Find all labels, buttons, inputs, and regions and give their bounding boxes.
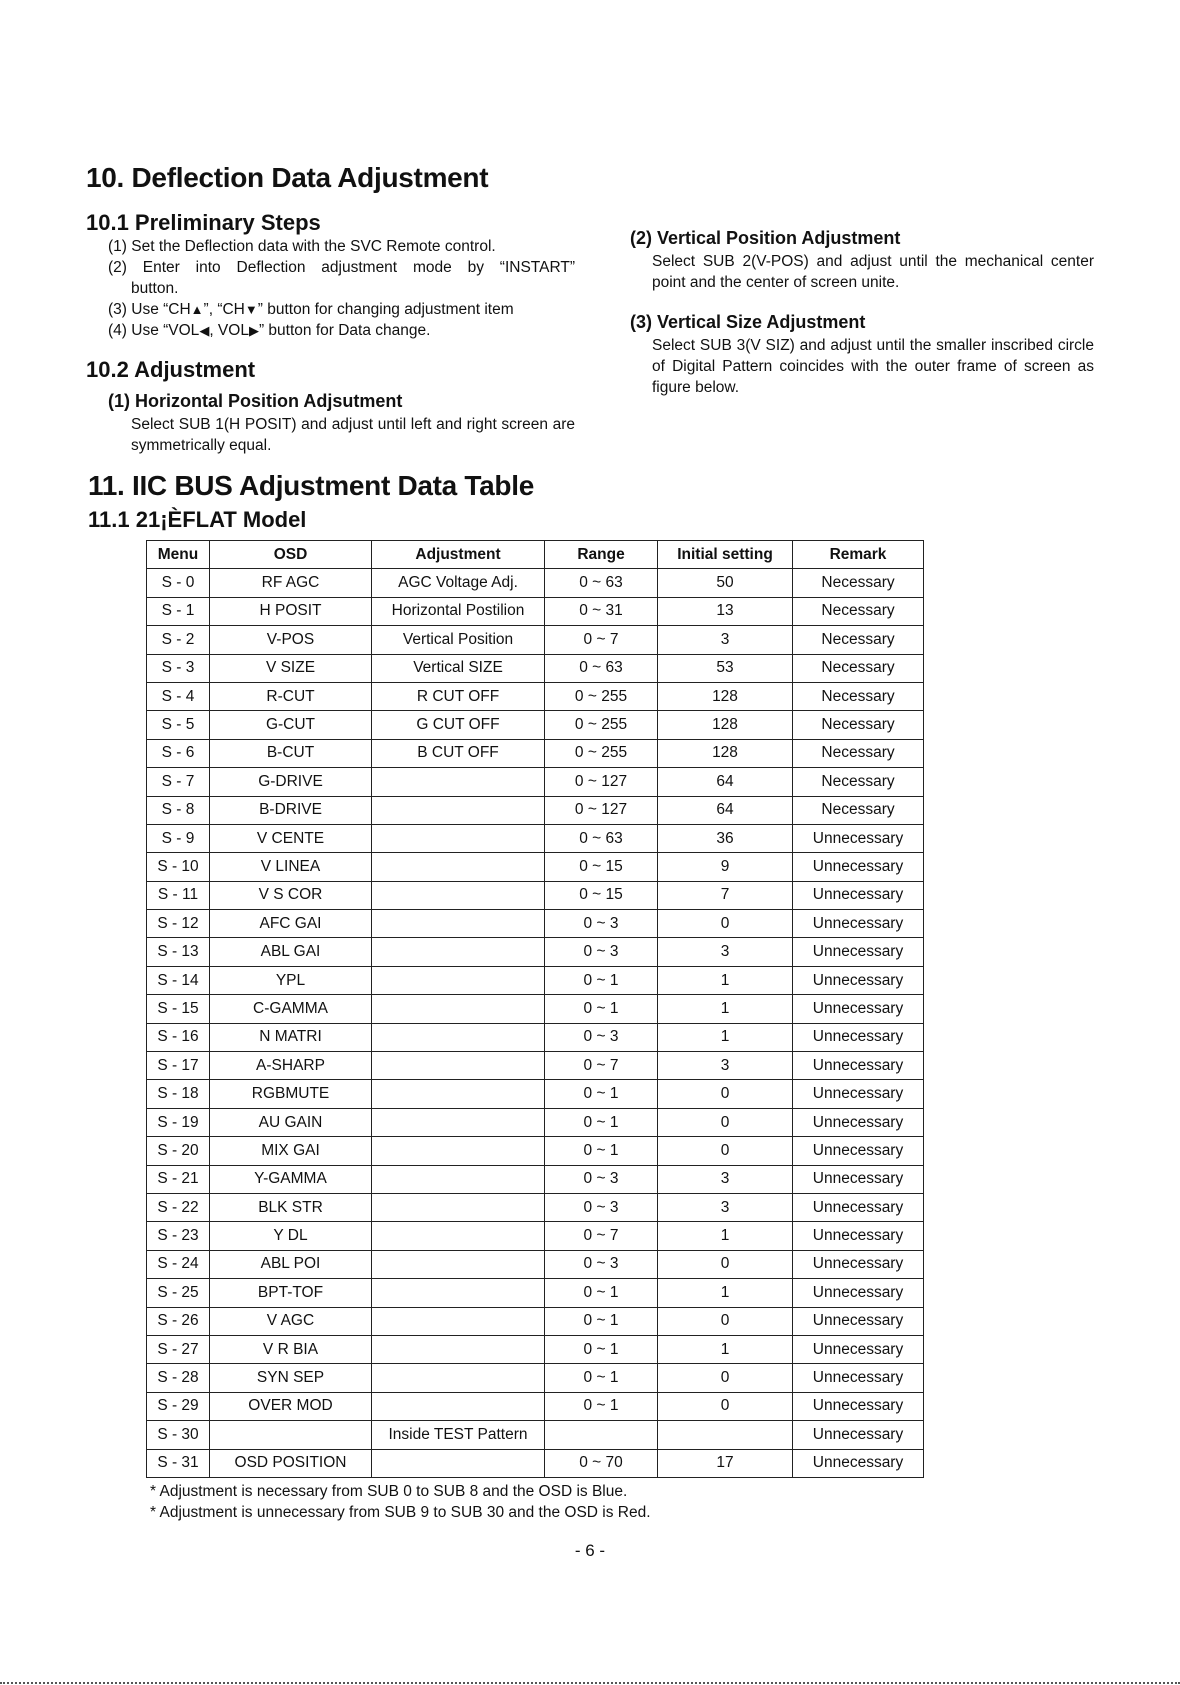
step-2: (2) Enter into Deflection adjustment mode by “INSTART” — [108, 259, 575, 276]
cell-osd — [210, 1421, 372, 1449]
step-2-continued: button. — [131, 280, 179, 297]
cell-range: 0 ~ 63 — [545, 824, 658, 852]
cell-osd: SYN SEP — [210, 1364, 372, 1392]
cell-menu: S - 27 — [147, 1335, 210, 1363]
cell-menu: S - 10 — [147, 853, 210, 881]
cell-initial-setting: 64 — [658, 796, 793, 824]
table-row — [147, 597, 924, 625]
cell-osd: RF AGC — [210, 569, 372, 597]
triangle-right-icon: ▶ — [248, 323, 259, 338]
cell-adjustment — [372, 1193, 545, 1221]
cell-osd: V CENTE — [210, 824, 372, 852]
cell-menu: S - 6 — [147, 739, 210, 767]
table-row — [147, 1421, 924, 1449]
cell-range — [545, 1421, 658, 1449]
cell-initial-setting: 1 — [658, 995, 793, 1023]
step-1: (1) Set the Deflection data with the SVC Remote control. — [108, 238, 496, 255]
cell-menu: S - 16 — [147, 1023, 210, 1051]
cell-osd: OSD POSITION — [210, 1449, 372, 1477]
cell-range: 0 ~ 1 — [545, 1108, 658, 1136]
cell-menu: S - 19 — [147, 1108, 210, 1136]
table-row — [147, 1250, 924, 1278]
cell-remark: Unnecessary — [793, 1023, 924, 1051]
cell-initial-setting — [658, 1421, 793, 1449]
cell-range: 0 ~ 1 — [545, 1335, 658, 1363]
table-row — [147, 1165, 924, 1193]
cell-remark: Unnecessary — [793, 1279, 924, 1307]
cell-range: 0 ~ 3 — [545, 910, 658, 938]
cell-adjustment — [372, 1052, 545, 1080]
cell-remark: Necessary — [793, 768, 924, 796]
cell-adjustment — [372, 881, 545, 909]
cell-adjustment: Vertical SIZE — [372, 654, 545, 682]
horizontal-position-text: Select SUB 1(H POSIT) and adjust until left and right screen are symmetrically equal. — [131, 416, 575, 454]
page-number: - 6 - — [574, 1541, 606, 1560]
cell-adjustment — [372, 824, 545, 852]
cell-range: 0 ~ 3 — [545, 1250, 658, 1278]
cell-remark: Necessary — [793, 796, 924, 824]
table-row — [147, 569, 924, 597]
cell-initial-setting: 3 — [658, 1193, 793, 1221]
cell-range: 0 ~ 3 — [545, 1193, 658, 1221]
cell-initial-setting: 0 — [658, 1307, 793, 1335]
cell-remark: Unnecessary — [793, 1335, 924, 1363]
cell-adjustment — [372, 1250, 545, 1278]
cell-remark: Unnecessary — [793, 853, 924, 881]
cell-osd: AU GAIN — [210, 1108, 372, 1136]
table-row — [147, 711, 924, 739]
cell-remark: Unnecessary — [793, 1392, 924, 1420]
note-unnecessary: * Adjustment is unnecessary from SUB 9 to SUB 30 and the OSD is Red. — [150, 1504, 651, 1521]
cell-remark: Unnecessary — [793, 966, 924, 994]
cell-remark: Necessary — [793, 626, 924, 654]
step-3-part-a: (3) Use “CH — [108, 301, 191, 318]
cell-osd: Y DL — [210, 1222, 372, 1250]
cell-menu: S - 31 — [147, 1449, 210, 1477]
cell-adjustment: Horizontal Postilion — [372, 597, 545, 625]
cell-menu: S - 13 — [147, 938, 210, 966]
cell-menu: S - 4 — [147, 682, 210, 710]
cell-adjustment — [372, 910, 545, 938]
cell-remark: Unnecessary — [793, 938, 924, 966]
table-row — [147, 966, 924, 994]
cell-osd: N MATRI — [210, 1023, 372, 1051]
table-row — [147, 768, 924, 796]
cell-range: 0 ~ 7 — [545, 626, 658, 654]
note-necessary: * Adjustment is necessary from SUB 0 to SUB 8 and the OSD is Blue. — [150, 1483, 628, 1500]
cell-osd: B-CUT — [210, 739, 372, 767]
cell-osd: V S COR — [210, 881, 372, 909]
header-menu: Menu — [147, 541, 210, 569]
cell-range: 0 ~ 255 — [545, 682, 658, 710]
table-row — [147, 910, 924, 938]
header-adjustment: Adjustment — [372, 541, 545, 569]
cell-adjustment — [372, 1449, 545, 1477]
cell-remark: Unnecessary — [793, 1449, 924, 1477]
cell-menu: S - 5 — [147, 711, 210, 739]
table-row — [147, 1335, 924, 1363]
cell-menu: S - 18 — [147, 1080, 210, 1108]
cell-osd: R-CUT — [210, 682, 372, 710]
cell-menu: S - 7 — [147, 768, 210, 796]
cell-initial-setting: 0 — [658, 1080, 793, 1108]
section-10-1-title: 10.1 Preliminary Steps — [86, 210, 321, 235]
cell-initial-setting: 0 — [658, 1108, 793, 1136]
cell-remark: Unnecessary — [793, 824, 924, 852]
cell-range: 0 ~ 70 — [545, 1449, 658, 1477]
cell-adjustment — [372, 1364, 545, 1392]
cell-remark: Unnecessary — [793, 1080, 924, 1108]
cell-osd: V SIZE — [210, 654, 372, 682]
cell-initial-setting: 1 — [658, 1023, 793, 1051]
cell-adjustment — [372, 1392, 545, 1420]
cell-range: 0 ~ 1 — [545, 1307, 658, 1335]
cell-adjustment — [372, 853, 545, 881]
cell-osd: OVER MOD — [210, 1392, 372, 1420]
cell-adjustment: AGC Voltage Adj. — [372, 569, 545, 597]
cell-remark: Necessary — [793, 682, 924, 710]
cell-range: 0 ~ 1 — [545, 1080, 658, 1108]
bottom-dotted-rule — [0, 1682, 1180, 1684]
cell-range: 0 ~ 3 — [545, 1165, 658, 1193]
header-initial-setting: Initial setting — [658, 541, 793, 569]
cell-range: 0 ~ 7 — [545, 1222, 658, 1250]
cell-menu: S - 23 — [147, 1222, 210, 1250]
cell-remark: Unnecessary — [793, 881, 924, 909]
cell-menu: S - 28 — [147, 1364, 210, 1392]
table-row — [147, 824, 924, 852]
cell-remark: Unnecessary — [793, 1137, 924, 1165]
cell-range: 0 ~ 1 — [545, 1364, 658, 1392]
cell-range: 0 ~ 15 — [545, 881, 658, 909]
cell-menu: S - 30 — [147, 1421, 210, 1449]
cell-range: 0 ~ 127 — [545, 768, 658, 796]
cell-osd: ABL POI — [210, 1250, 372, 1278]
cell-osd: V R BIA — [210, 1335, 372, 1363]
vertical-size-title: (3) Vertical Size Adjustment — [630, 312, 866, 332]
cell-menu: S - 14 — [147, 966, 210, 994]
cell-range: 0 ~ 1 — [545, 995, 658, 1023]
step-3-part-b: ”, “CH — [203, 301, 245, 318]
triangle-left-icon: ◀ — [199, 323, 210, 338]
table-row — [147, 881, 924, 909]
cell-initial-setting: 1 — [658, 1279, 793, 1307]
vertical-position-title: (2) Vertical Position Adjustment — [630, 228, 901, 248]
cell-initial-setting: 128 — [658, 711, 793, 739]
cell-menu: S - 15 — [147, 995, 210, 1023]
cell-remark: Unnecessary — [793, 1222, 924, 1250]
triangle-down-icon: ▼ — [244, 302, 258, 317]
cell-adjustment: Inside TEST Pattern — [372, 1421, 545, 1449]
cell-initial-setting: 9 — [658, 853, 793, 881]
cell-osd: H POSIT — [210, 597, 372, 625]
cell-osd: G-DRIVE — [210, 768, 372, 796]
section-10-title: 10. Deflection Data Adjustment — [86, 162, 489, 193]
cell-range: 0 ~ 63 — [545, 654, 658, 682]
cell-initial-setting: 13 — [658, 597, 793, 625]
cell-adjustment: R CUT OFF — [372, 682, 545, 710]
cell-osd: AFC GAI — [210, 910, 372, 938]
triangle-up-icon: ▲ — [190, 302, 204, 317]
cell-range: 0 ~ 255 — [545, 739, 658, 767]
table-row — [147, 995, 924, 1023]
cell-adjustment — [372, 938, 545, 966]
table-row — [147, 1137, 924, 1165]
cell-adjustment — [372, 1307, 545, 1335]
cell-remark: Necessary — [793, 597, 924, 625]
cell-menu: S - 20 — [147, 1137, 210, 1165]
cell-initial-setting: 0 — [658, 1364, 793, 1392]
cell-range: 0 ~ 1 — [545, 1137, 658, 1165]
cell-osd: C-GAMMA — [210, 995, 372, 1023]
cell-osd: BPT-TOF — [210, 1279, 372, 1307]
cell-range: 0 ~ 127 — [545, 796, 658, 824]
cell-menu: S - 11 — [147, 881, 210, 909]
cell-remark: Necessary — [793, 739, 924, 767]
step-4-part-b: , VOL — [209, 322, 249, 339]
cell-remark: Necessary — [793, 711, 924, 739]
header-osd: OSD — [210, 541, 372, 569]
table-row — [147, 938, 924, 966]
cell-initial-setting: 3 — [658, 626, 793, 654]
cell-remark: Unnecessary — [793, 1052, 924, 1080]
section-10-2-title: 10.2 Adjustment — [86, 357, 256, 382]
table-row — [147, 1193, 924, 1221]
cell-menu: S - 26 — [147, 1307, 210, 1335]
cell-initial-setting: 3 — [658, 1165, 793, 1193]
table-header-row — [147, 541, 924, 569]
table-row — [147, 1279, 924, 1307]
cell-remark: Unnecessary — [793, 1193, 924, 1221]
cell-osd: V-POS — [210, 626, 372, 654]
step-3-part-c: ” button for changing adjustment item — [257, 301, 514, 318]
cell-remark: Unnecessary — [793, 995, 924, 1023]
cell-menu: S - 12 — [147, 910, 210, 938]
cell-menu: S - 22 — [147, 1193, 210, 1221]
step-4-part-a: (4) Use “VOL — [108, 322, 200, 339]
table-row — [147, 1052, 924, 1080]
cell-range: 0 ~ 63 — [545, 569, 658, 597]
table-row — [147, 739, 924, 767]
table-body — [147, 569, 924, 1478]
table-row — [147, 1392, 924, 1420]
cell-range: 0 ~ 1 — [545, 966, 658, 994]
cell-initial-setting: 128 — [658, 739, 793, 767]
cell-adjustment — [372, 1222, 545, 1250]
table-row — [147, 796, 924, 824]
horizontal-position-title: (1) Horizontal Position Adjsutment — [108, 391, 403, 411]
cell-menu: S - 3 — [147, 654, 210, 682]
cell-range: 0 ~ 1 — [545, 1392, 658, 1420]
cell-initial-setting: 0 — [658, 1250, 793, 1278]
cell-range: 0 ~ 255 — [545, 711, 658, 739]
cell-remark: Unnecessary — [793, 1165, 924, 1193]
cell-range: 0 ~ 31 — [545, 597, 658, 625]
table-row — [147, 1222, 924, 1250]
cell-initial-setting: 53 — [658, 654, 793, 682]
cell-initial-setting: 128 — [658, 682, 793, 710]
cell-adjustment: B CUT OFF — [372, 739, 545, 767]
cell-menu: S - 1 — [147, 597, 210, 625]
cell-menu: S - 2 — [147, 626, 210, 654]
cell-remark: Necessary — [793, 569, 924, 597]
table-row — [147, 1108, 924, 1136]
table-row — [147, 682, 924, 710]
cell-adjustment — [372, 1137, 545, 1165]
cell-menu: S - 9 — [147, 824, 210, 852]
cell-adjustment — [372, 966, 545, 994]
cell-remark: Unnecessary — [793, 1250, 924, 1278]
cell-adjustment — [372, 768, 545, 796]
cell-menu: S - 21 — [147, 1165, 210, 1193]
cell-osd: V LINEA — [210, 853, 372, 881]
cell-adjustment: G CUT OFF — [372, 711, 545, 739]
cell-osd: G-CUT — [210, 711, 372, 739]
cell-menu: S - 29 — [147, 1392, 210, 1420]
table-row — [147, 1080, 924, 1108]
cell-remark: Unnecessary — [793, 1108, 924, 1136]
cell-osd: MIX GAI — [210, 1137, 372, 1165]
cell-range: 0 ~ 3 — [545, 1023, 658, 1051]
cell-initial-setting: 1 — [658, 1222, 793, 1250]
iic-bus-adjustment-table — [146, 540, 924, 1478]
cell-initial-setting: 1 — [658, 966, 793, 994]
cell-range: 0 ~ 1 — [545, 1279, 658, 1307]
cell-osd: RGBMUTE — [210, 1080, 372, 1108]
cell-initial-setting: 0 — [658, 1137, 793, 1165]
cell-range: 0 ~ 15 — [545, 853, 658, 881]
cell-initial-setting: 50 — [658, 569, 793, 597]
cell-menu: S - 8 — [147, 796, 210, 824]
section-11-title: 11. IIC BUS Adjustment Data Table — [88, 470, 534, 501]
cell-adjustment: Vertical Position — [372, 626, 545, 654]
cell-adjustment — [372, 995, 545, 1023]
vertical-size-text: Select SUB 3(V SIZ) and adjust until the smaller inscribed circle of Digital Pattern coincides with the outer frame of screen as figure below. — [652, 337, 1094, 396]
cell-initial-setting: 7 — [658, 881, 793, 909]
cell-initial-setting: 1 — [658, 1335, 793, 1363]
cell-osd: Y-GAMMA — [210, 1165, 372, 1193]
cell-initial-setting: 36 — [658, 824, 793, 852]
header-remark: Remark — [793, 541, 924, 569]
cell-adjustment — [372, 1023, 545, 1051]
cell-menu: S - 17 — [147, 1052, 210, 1080]
step-4-part-c: ” button for Data change. — [258, 322, 431, 339]
cell-adjustment — [372, 1108, 545, 1136]
cell-menu: S - 0 — [147, 569, 210, 597]
cell-adjustment — [372, 796, 545, 824]
cell-remark: Unnecessary — [793, 910, 924, 938]
cell-menu: S - 24 — [147, 1250, 210, 1278]
vertical-position-text: Select SUB 2(V-POS) and adjust until the mechanical center point and the center of screen unite. — [652, 253, 1094, 291]
step-3 — [108, 299, 514, 320]
cell-remark: Necessary — [793, 654, 924, 682]
table-row — [147, 1364, 924, 1392]
cell-initial-setting: 64 — [658, 768, 793, 796]
cell-initial-setting: 0 — [658, 910, 793, 938]
cell-adjustment — [372, 1165, 545, 1193]
cell-osd: ABL GAI — [210, 938, 372, 966]
cell-menu: S - 25 — [147, 1279, 210, 1307]
cell-initial-setting: 3 — [658, 1052, 793, 1080]
cell-range: 0 ~ 3 — [545, 938, 658, 966]
section-11-1-title: 11.1 21¡ÈFLAT Model — [88, 507, 307, 532]
table-row — [147, 1023, 924, 1051]
cell-osd: YPL — [210, 966, 372, 994]
header-range: Range — [545, 541, 658, 569]
cell-initial-setting: 0 — [658, 1392, 793, 1420]
step-4 — [108, 320, 430, 341]
table-row — [147, 1449, 924, 1477]
cell-remark: Unnecessary — [793, 1364, 924, 1392]
cell-adjustment — [372, 1335, 545, 1363]
table-row — [147, 853, 924, 881]
cell-osd: BLK STR — [210, 1193, 372, 1221]
cell-initial-setting: 17 — [658, 1449, 793, 1477]
cell-remark: Unnecessary — [793, 1421, 924, 1449]
table-row — [147, 654, 924, 682]
cell-osd: A-SHARP — [210, 1052, 372, 1080]
cell-range: 0 ~ 7 — [545, 1052, 658, 1080]
cell-osd: V AGC — [210, 1307, 372, 1335]
cell-osd: B-DRIVE — [210, 796, 372, 824]
table-row — [147, 626, 924, 654]
cell-adjustment — [372, 1080, 545, 1108]
cell-initial-setting: 3 — [658, 938, 793, 966]
cell-remark: Unnecessary — [793, 1307, 924, 1335]
cell-adjustment — [372, 1279, 545, 1307]
table-row — [147, 1307, 924, 1335]
